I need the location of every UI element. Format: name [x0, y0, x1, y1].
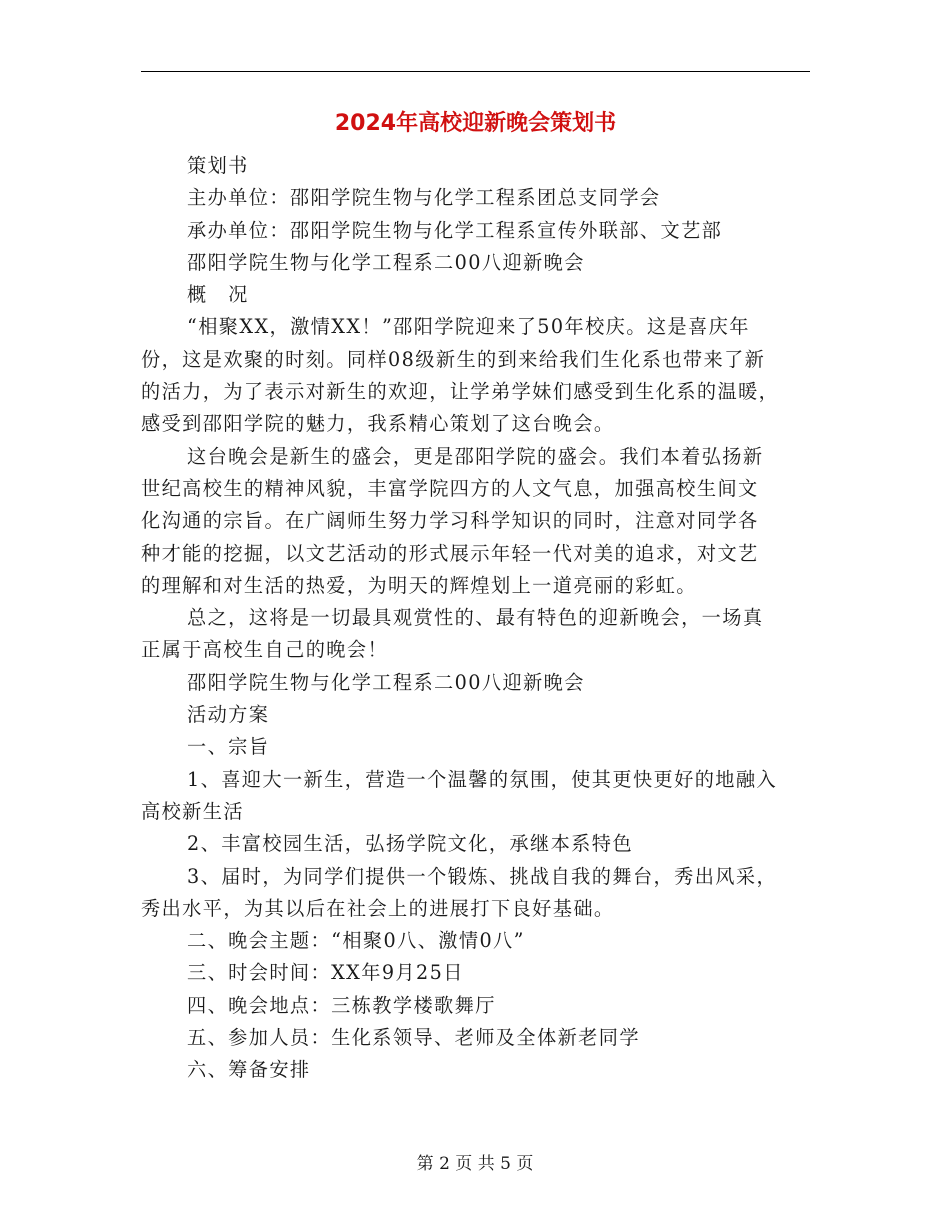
text-line: 策划书 — [187, 154, 249, 177]
section-heading: 活动方案 — [187, 703, 270, 727]
section-heading: 六、筹备安排 — [187, 1058, 311, 1082]
text-line: 世纪高校生的精神风貌，丰富学院四方的人文气息，加强高校生间文 — [141, 476, 759, 500]
page-number: 第 2 页 共 5 页 — [416, 1154, 534, 1174]
text-line: 承办单位：邵阳学院生物与化学工程系宣传外联部、文艺部 — [187, 218, 723, 242]
text-line: “相聚XX，激情XX！”邵阳学院迎来了50年校庆。这是喜庆年 — [187, 315, 750, 339]
text-line: 五、参加人员：生化系领导、老师及全体新老同学 — [187, 1026, 640, 1050]
text-line: 感受到邵阳学院的魅力，我系精心策划了这台晚会。 — [141, 412, 615, 436]
section-heading: 概 况 — [187, 283, 249, 307]
text-line: 二、晚会主题：“相聚0八、激情0八” — [187, 929, 525, 953]
text-line: 的理解和对生活的热爱，为明天的辉煌划上一道亮丽的彩虹。 — [141, 573, 697, 597]
header-rule — [141, 71, 810, 72]
text-line: 正属于高校生自己的晚会！ — [141, 638, 389, 662]
text-line: 3、届时，为同学们提供一个锻炼、挑战自我的舞台，秀出风采， — [187, 864, 778, 888]
text-line: 化沟通的宗旨。在广阔师生努力学习科学知识的同时，注意对同学各 — [141, 509, 759, 533]
text-line: 种才能的挖掘，以文艺活动的形式展示年轻一代对美的追求，对文艺 — [141, 541, 759, 565]
text-line: 的活力，为了表示对新生的欢迎，让学弟学妹们感受到生化系的温暖， — [141, 380, 780, 404]
document-title: 2024年高校迎新晚会策划书 — [334, 111, 617, 136]
text-line: 四、晚会地点：三栋教学楼歌舞厅 — [187, 993, 496, 1017]
section-heading: 一、宗旨 — [187, 735, 270, 759]
text-line: 份，这是欢聚的时刻。同样08级新生的到来给我们生化系也带来了新 — [141, 347, 766, 371]
text-line: 主办单位：邵阳学院生物与化学工程系团总支同学会 — [187, 186, 661, 210]
text-line: 秀出水平，为其以后在社会上的进展打下良好基础。 — [141, 896, 615, 920]
text-line: 高校新生活 — [141, 799, 244, 823]
text-line: 邵阳学院生物与化学工程系二00八迎新晚会 — [187, 670, 585, 694]
text-line: 1、喜迎大一新生，营造一个温馨的氛围，使其更快更好的地融入 — [187, 767, 778, 791]
text-line: 总之，这将是一切最具观赏性的、最有特色的迎新晚会，一场真 — [187, 606, 764, 630]
text-line: 三、时会时间：XX年9月25日 — [187, 961, 464, 985]
document-body — [141, 150, 810, 1087]
text-line: 2、丰富校园生活，弘扬学院文化，承继本系特色 — [187, 832, 633, 856]
text-line: 这台晚会是新生的盛会，更是邵阳学院的盛会。我们本着弘扬新 — [187, 444, 764, 468]
text-line: 邵阳学院生物与化学工程系二00八迎新晚会 — [187, 250, 585, 274]
